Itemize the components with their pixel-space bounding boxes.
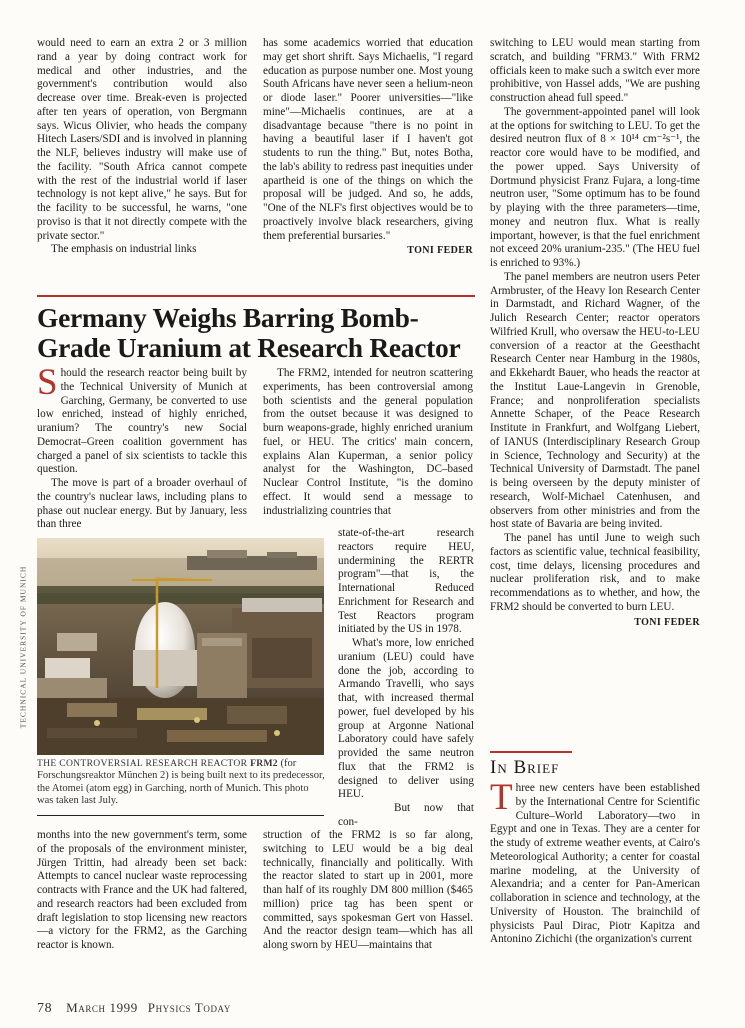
photo-credit: TECHNICAL UNIVERSITY OF MUNICH <box>18 565 28 728</box>
drop-cap: S <box>37 362 58 403</box>
paragraph: Three new centers have been established by the International Centre for Scientific Culture–World Laboratory—two in Egypt and one in Texas. They are a center for the study of extreme weather events, at Cairo's Meteorological Authority; a center for coastal marine modeling, at the University of Alexandria; and a center for Pan-American collaboration in science and technology, at the University of Houston. The brainchild of physicists Paul Dirac, Piotr Kapitza and Antonino Zichichi (the organization's current <box>490 777 700 946</box>
paragraph: The FRM2, intended for neutron scattering experiments, has been controversial among both scientists and the general population from the outset because it was designed to burn weapons-grade, highly enriched uranium fuel, or HEU. The critics' main concern, explains Alan Kuperman, a senior policy analyst for the Washington, DC–based Nuclear Control Institute, "is the domino effect. It would send a message to industrializing countries that <box>263 367 473 517</box>
paragraph: would need to earn an extra 2 or 3 million rand a year by doing contract work for medical and other industries, and the government's contribution would also decrease over time. Break-even is projected after ten years of operation, von Bergmann says. Wicus Olivier, who heads the company Hitech Lasers/SDI and is involved in planning the NLF, believes industry will make use of the facility. "South Africa cannot compete with the rest of the industrial world if laser technology is not kept alive," he says. But for the facility to be successful, he warns, "one proviso is that it not directly compete with the private sector." <box>37 37 247 242</box>
headline-rule <box>37 295 475 297</box>
in-brief-column <box>490 777 700 947</box>
paragraph: The panel members are neutron users Peter Armbruster, of the Heavy Ion Research Center in Darmstadt, and Richard Wagner, of the Julich Research Center; reactor operators Wilfried Krull, who oversaw the HEU-to-LEU conversion of a reactor at the Geesthacht Research Center near Hamburg in the 1980s, and Ekkehardt Bauer, who heads the reactor at the Institut Laue-Langevin in Grenoble, France; and nonproliferation specialists Annette Schaper, of the Peace Research Institute in Frankfurt, and Wolfgang Liebert, of IANUS (Interdisciplinary Research Group in Science, Technology and Security) at the Technical University of Darmstadt. The panel is being overseen by the deputy minister of research, Wolf-Michael Catenhusen, and observers from other ministries and from the host state of Bavaria are being invited. <box>490 270 700 531</box>
reactor-photo-illustration <box>37 538 324 755</box>
caption-rule <box>37 815 324 816</box>
article-column-3 <box>490 37 700 629</box>
article-headline: Germany Weighs Barring Bomb-Grade Uranium at Research Reactor <box>37 302 461 363</box>
paragraph: months into the new government's term, some of the proposals of the environment minister, Jürgen Trittin, had already been set back: Attempts to cancel nuclear waste reprocessing contracts with France and the UK had faltered, and research reactors had been excluded from draft legislation to stop licensing new reactors—a victory for the FRM2, as the Garching reactor is known. <box>37 829 247 951</box>
paragraph: What's more, low enriched uranium (LEU) could have done the job, according to Armando Travelli, who says that, with increased thermal power, fuel developed by his group at Argonne National Laboratory could have safely provided the same neutron flux that the FRM2 is designed to deliver using HEU. <box>338 637 474 801</box>
paragraph: The government-appointed panel will look at the options for switching to LEU. To get the desired neutron flux of 8 × 10¹⁴ cm⁻²s⁻¹, the reactor core would have to be modified, and the power upped. Says University of Dortmund physicist Franz Fujara, a long-time neutron user, "Some optimum has to be found by playing with the three parameters—time, money and neutron flux. What is really important, however, is that the fuel enrichment not exceed 20% uranium-235." (The HEU fuel is enriched to 93%.) <box>490 105 700 269</box>
paragraph: The panel has until June to weigh such factors as scientific value, technical feasibility, cost, time delays, licensing procedures and nuclear proliferation risk, and to make recommendations as to whether, and how, the FRM2 should be converted to burn LEU. <box>490 532 700 613</box>
article-column-2-narrow <box>338 527 474 830</box>
byline: TONI FEDER <box>407 245 473 257</box>
top-column-2 <box>263 37 473 258</box>
paragraph: The emphasis on industrial links <box>51 243 197 256</box>
paragraph: state-of-the-art research reactors require HEU, undermining the RERTR program"—that is, the International Reduced Enrichment for Research and Test Reactors program initiated by the US in 1978. <box>338 527 474 636</box>
caption-lead: THE CONTROVERSIAL RESEARCH REACTOR FRM2 <box>37 758 278 769</box>
paragraph: switching to LEU would mean starting from scratch, and building "FRM3." With FRM2 officials keen to make such a switch ever more prohibitive, von Hassel adds, "We are pushing construction ahead full speed." <box>490 37 700 104</box>
issue-date: March 1999 <box>66 1000 138 1015</box>
page-number: 78 <box>37 1001 53 1016</box>
paragraph: The move is part of a broader overhaul of the country's nuclear laws, including plans to phase out nuclear energy. But by January, less than three <box>37 477 247 531</box>
page-footer <box>37 1000 231 1017</box>
byline: TONI FEDER <box>634 616 700 628</box>
in-brief-title: In Brief <box>490 757 560 778</box>
reactor-photo <box>37 538 324 755</box>
caption-text: (for Forschungsreaktor München 2) is being built next to its predecessor, the Atomei (atom egg) in Garching, north of Munich. This photo was taken last July. <box>37 758 325 807</box>
paragraph: Should the research reactor being built by the Technical University of Munich at Garching, Germany, be converted to use low enriched, instead of highly enriched, uranium? The country's new Social Democrat–Green coalition government has charged a panel of six scientists to tackle this question. <box>37 362 247 476</box>
in-brief-rule <box>490 751 572 753</box>
top-column-1 <box>37 37 247 257</box>
drop-cap: T <box>490 777 513 818</box>
article-column-1-bottom <box>37 829 247 953</box>
paragraph: But now that con- <box>338 802 474 828</box>
article-column-2-bottom <box>263 829 473 953</box>
magazine-name: Physics Today <box>147 1000 231 1015</box>
paragraph: struction of the FRM2 is so far along, switching to LEU would be a big deal technically, financially and politically. With the reactor slated to start up in 2001, more than half of its roughly DM 800 million ($465 million) price tag has been spent or committed, says spokesman Gert von Hassel. And the reactor design team—which has all along sworn by HEU—maintains that <box>263 829 473 951</box>
photo-caption <box>37 758 327 808</box>
article-column-2 <box>263 367 473 518</box>
article-column-1 <box>37 362 247 532</box>
paragraph: has some academics worried that education may get short shrift. Says Michaelis, "I regard education as purpose number one. Most young South Africans have never seen a helium-neon or diode laser." Poorer universities—"like mine"—Michaelis continues, are at a disadvantage because "there is no point in having a beautiful laser if I haven't got students to run the thing." But, notes Botha, the lab's ability to redress past inequities under apartheid is one of the things on which the proposal will be judged. And so, he adds, "One of the NLF's first objectives would be to proactively involve black researchers, giving them preferential bursaries." <box>263 37 473 242</box>
